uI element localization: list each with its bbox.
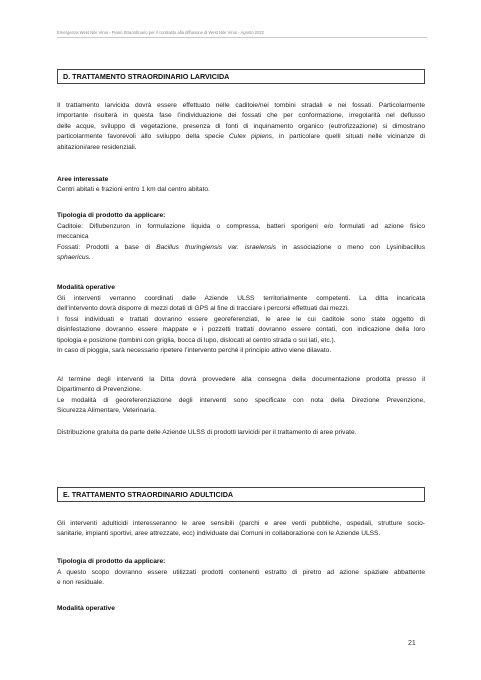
text-line: Gli interventi verranno coordinati dalle Aziende ULSS territorialmente competenti. La ditta incaricata [57,295,425,302]
text-line: Gli interventi adulticidi interesseranno le aree sensibili (parchi e aree verdi pubbliche, ospedali, strutture socio- [57,520,425,527]
text-line: importante risulterà in questa fase l’individuazione dei fossati che per conformazione, irregolarità nel deflusso [57,112,425,120]
section-e-intro [57,519,425,540]
text-line: sanitarie, impianti sportivi, aree attrezzate, ecc) individuate dai Comuni in collaborazione con le Aziende ULSS. [57,530,381,538]
text-line: I fossi individuati e trattati dovranno essere georeferenziati, le aree le cui caditoie sono state oggetto di [57,315,425,323]
product-text-e [57,568,425,589]
running-header: Emergenza West Nile Virus - Piano Straordinario per il contrasto alla diffusione di West Nile Virus - Agosto 2022 [57,30,264,35]
product-text-d [57,222,425,264]
text-line: Distribuzione gratuita da parte delle Aziende ULSS di prodotti larvicidi per il trattamento di aree private. [57,429,357,436]
text-line: Centri abitati e frazioni entro 1 km dal centro abitato. [57,186,210,193]
species-name: Culex pipiens [229,133,272,141]
section-d-intro [57,101,425,153]
text-line: Sicurezza Alimentare, Veterinaria. [57,407,156,415]
areas-text [57,185,425,195]
text-line: meccanica [57,233,89,241]
delivery-text-d [57,375,425,417]
text-segment: particolarmente favorevoli allo sviluppo della specie [57,133,224,141]
text-line: Il trattamento larvicida dovrà essere effettuato nelle caditoie/nei tombini stradali e nei fossati. Particolarmente [57,102,425,109]
modalities-heading-e: Modalità operative [57,605,115,612]
distribution-text-d [57,428,425,438]
product-heading-e: Tipologia di prodotto da applicare: [57,558,166,565]
text-segment: , in particolare quelli situati nelle vicinanze di [271,133,425,141]
text-line: delle acque, sviluppo di vegetazione, presenza di fonti di inquinamento organico (eutrofizzazione) si dimostrano [57,122,425,130]
header-rule [57,37,427,38]
text-segment: in associazione o meno con Lysinibacillus [282,243,426,251]
text-line-with-species [57,132,425,142]
text-line: Caditoie: Diflubenzuron in formulazione liquida o compressa, batteri sporigeni e/o formulati ad azione fisico [57,223,425,230]
text-line: In caso di pioggia, sarà necessario ripetere l’intervento perché il principio attivo viene dilavato. [57,347,332,355]
text-segment: Fossati: Prodotti a base di [57,243,151,251]
modalities-text-d [57,294,425,356]
text-line: disinfestazione dovranno essere mappate e i pozzetti trattati dovranno essere contati, con indicazione della loro [57,326,425,334]
areas-heading: Aree interessate [57,176,109,183]
species-name: sphaericus. [57,254,91,262]
text-line: dell’intervento dovrà disporre di mezzi dotati di GPS al fine di tracciare i percorsi effettuati dai mezzi. [57,305,349,313]
text-line: Le modalità di georeferenziazione degli interventi sono specificate con nota della Direzione Prevenzione, [57,396,425,404]
text-line: abitazioni/aree residenziali. [57,143,137,151]
text-line: A questo scopo dovranno essere utilizzati prodotti contenenti estratto di piretro ad azione spaziale abbattente [57,569,425,576]
text-line: Al termine degli interventi la Ditta dovrà provvedere alla consegna della documentazione prodotta presso il [57,376,425,383]
section-e-title: E. TRATTAMENTO STRAORDINARIO ADULTICIDA [63,490,234,499]
species-name: Bacillus thuringiensis var. israelensis [156,243,277,251]
text-line-with-species [57,243,425,253]
text-line: Dipartimento di Prevenzione. [57,386,142,394]
section-d-title-box [57,69,425,84]
modalities-heading-d: Modalità operative [57,284,115,291]
section-e-title-box [57,487,425,502]
text-line: e non residuale. [57,579,104,587]
text-line: tipologia e posizione (tombini con griglia, bocca di lupo, dislocati al centro strada o sui lati, etc.). [57,336,336,344]
page-number: 21 [408,640,416,647]
product-heading-d: Tipologia di prodotto da applicare: [57,212,166,219]
section-d-title: D. TRATTAMENTO STRAORDINARIO LARVICIDA [63,72,230,81]
